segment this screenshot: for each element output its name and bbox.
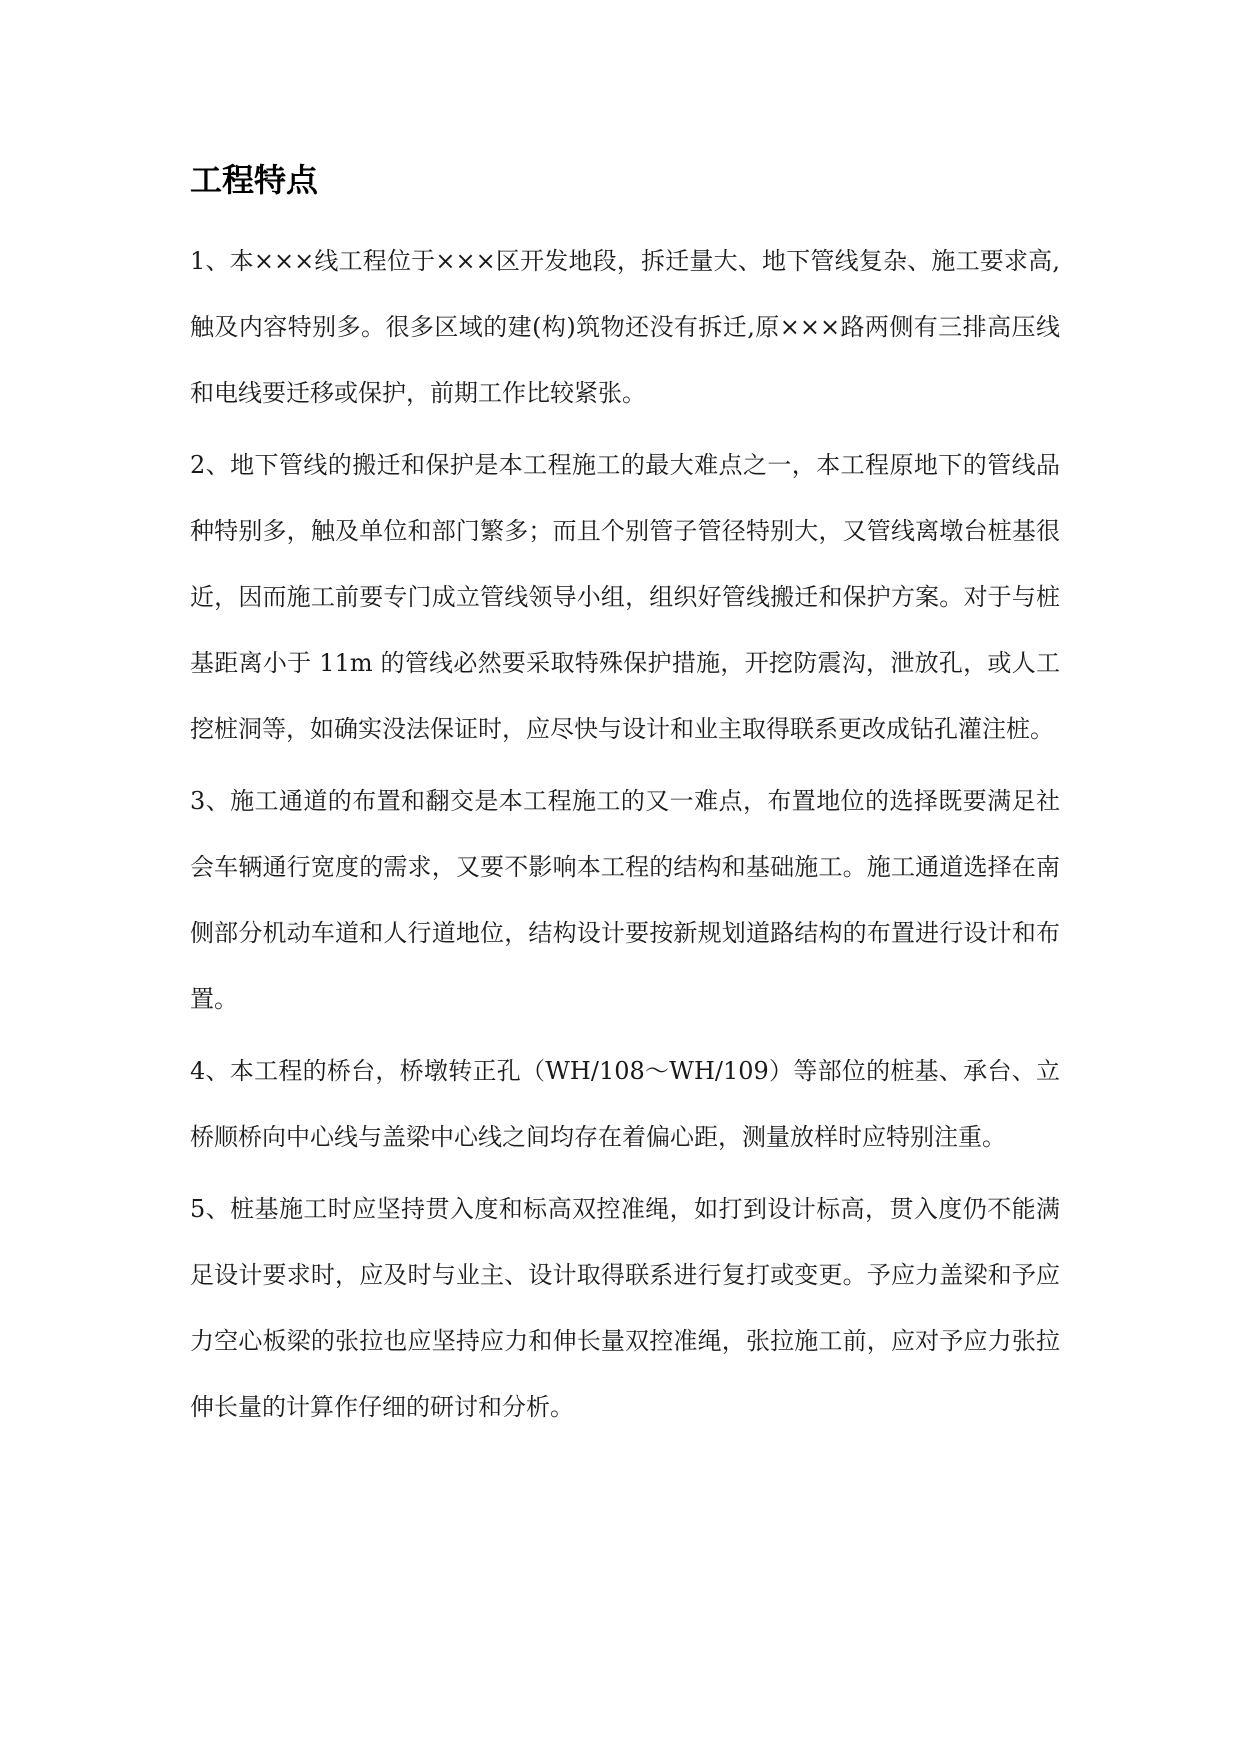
paragraph-1: 1、本×××线工程位于×××区开发地段，拆迁量大、地下管线复杂、施工要求高,触及内容特别多。很多区域的建(构)筑物还没有拆迁,原×××路两侧有三排高压线和电线要迁移或保护，前期工作比较紧张。: [190, 247, 1060, 407]
paragraph-3: 3、施工通道的布置和翻交是本工程施工的又一难点，布置地位的选择既要满足社会车辆通行宽度的需求，又要不影响本工程的结构和基础施工。施工通道选择在南侧部分机动车道和人行道地位，结构设计要按新规划道路结构的布置进行设计和布置。: [190, 787, 1060, 1013]
document-title: 工程特点: [190, 161, 319, 199]
document-body: [190, 160, 1060, 1446]
paragraph-5: 5、桩基施工时应坚持贯入度和标高双控准绳，如打到设计标高，贯入度仍不能满足设计要求时，应及时与业主、设计取得联系进行复打或变更。予应力盖梁和予应力空心板梁的张拉也应坚持应力和伸长量双控准绳，张拉施工前，应对予应力张拉伸长量的计算作仔细的研讨和分析。: [190, 1195, 1060, 1421]
paragraph-2: 2、地下管线的搬迁和保护是本工程施工的最大难点之一，本工程原地下的管线品种特别多，触及单位和部门繁多；而且个别管子管径特别大，又管线离墩台桩基很近，因而施工前要专门成立管线领导小组，组织好管线搬迁和保护方案。对于与桩基距离小于 11m 的管线必然要采取特殊保护措施，开挖防震沟，泄放孔，或人工挖桩洞等，如确实没法保证时，应尽快与设计和业主取得联系更改成钻孔灌注桩。: [190, 451, 1060, 743]
paragraph-4: 4、本工程的桥台，桥墩转正孔（WH/108～WH/109）等部位的桩基、承台、立桥顺桥向中心线与盖梁中心线之间均存在着偏心距，测量放样时应特别注重。: [190, 1057, 1060, 1151]
